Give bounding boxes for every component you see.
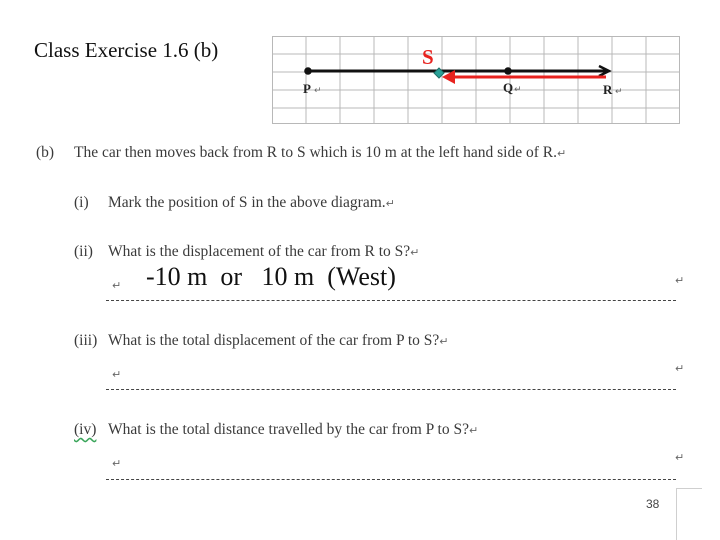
q1-text — [108, 194, 395, 212]
q4-label: (iv) — [74, 421, 97, 438]
return-mark: ↵ — [112, 457, 122, 470]
return-mark: ↵ — [615, 87, 623, 97]
return-mark: ↵ — [468, 424, 479, 437]
answer-line-q4 — [106, 479, 676, 480]
page-corner-vertical — [676, 488, 677, 540]
part-b-sentence: The car then moves back from R to S which is 10 m at the left hand side of R. — [74, 144, 557, 161]
return-mark: ↵ — [514, 85, 522, 95]
return-mark: ↵ — [410, 246, 420, 259]
return-mark: ↵ — [112, 368, 122, 381]
q2-sentence: What is the displacement of the car from R to S? — [108, 243, 411, 260]
q1-sentence: Mark the position of S in the above diagram. — [108, 194, 386, 211]
return-mark: ↵ — [314, 86, 322, 96]
q3-text — [108, 332, 449, 350]
return-mark: ↵ — [385, 197, 395, 210]
part-b-label: (b) — [36, 144, 55, 161]
label-q: Q — [503, 80, 514, 95]
q4-text — [108, 421, 478, 439]
point-q-dot — [504, 67, 512, 75]
return-mark: ↵ — [556, 147, 567, 160]
return-mark: ↵ — [439, 335, 449, 348]
return-mark: ↵ — [112, 279, 122, 292]
q1-label: (i) — [74, 194, 89, 211]
position-diagram — [272, 36, 682, 124]
grid — [272, 36, 680, 124]
return-mark: ↵ — [675, 274, 685, 287]
q4-sentence: What is the total distance travelled by the car from P to S? — [108, 421, 469, 438]
q3-sentence: What is the total displacement of the car from P to S? — [108, 332, 440, 349]
answer-line-q3 — [106, 389, 676, 390]
q2-answer: -10 m or 10 m (West) — [146, 262, 396, 291]
q2-text — [108, 243, 419, 261]
q3-label: (iii) — [74, 332, 98, 349]
label-p: P — [303, 81, 311, 96]
page-corner-horizontal — [676, 488, 702, 489]
point-p-dot — [304, 67, 312, 75]
q2-label: (ii) — [74, 243, 93, 260]
label-s: S — [422, 45, 434, 69]
answer-line-q2 — [106, 300, 676, 301]
return-mark: ↵ — [675, 451, 685, 464]
return-mark: ↵ — [675, 362, 685, 375]
label-r: R — [603, 82, 613, 97]
slide-title: Class Exercise 1.6 (b) — [34, 38, 219, 62]
page-number: 38 — [646, 497, 660, 511]
part-b-text — [74, 144, 566, 162]
